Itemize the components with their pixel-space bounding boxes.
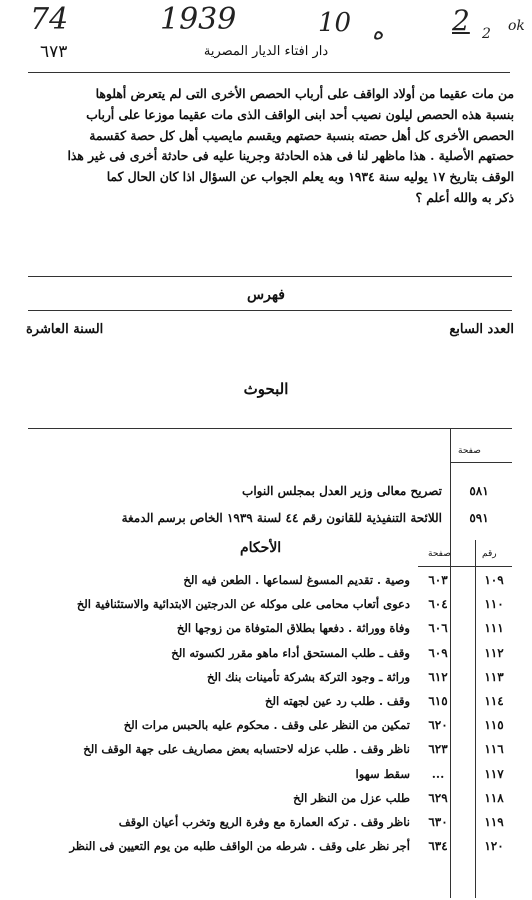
ruling-number: ١١٧ xyxy=(484,767,504,781)
ruling-number: ١٢٠ xyxy=(484,839,504,853)
ruling-entry: أجر نظر على وقف . شرطه من الواقف طلبه من يوم التعيين فى النظر xyxy=(69,839,410,853)
issue-number: العدد السابع xyxy=(449,322,514,337)
handwritten-year: 1939 xyxy=(160,2,237,37)
ruling-entry: سقط سهوا xyxy=(355,767,410,781)
rulings-col-rule xyxy=(418,566,512,567)
paragraph-line: بنسبة هذه الحصص ليلون نصيب أحد ابنى الواقف الذى مات عقيما موزعا على أرباب xyxy=(86,106,514,122)
issue-row xyxy=(26,322,514,346)
paragraph-line: ذكر به والله أعلم ؟ xyxy=(415,189,514,205)
ruling-number: ١١١ xyxy=(484,621,504,635)
ruling-page: ٦٠٣ xyxy=(428,573,448,587)
ruling-number: ١٠٩ xyxy=(484,573,504,587)
handwritten-page-ref: 74 xyxy=(30,2,69,37)
paragraph-line: الوقف بتاريخ ١٧ يوليه سنة ١٩٣٤ وبه يعلم الجواب عن السؤال اذا كان الحال كما xyxy=(106,169,514,185)
ruling-number: ١١٩ xyxy=(484,815,504,829)
research-section-title: البحوث xyxy=(243,380,289,398)
ruling-page: ٦٠٤ xyxy=(428,597,448,611)
paragraph-line: حصتهم الأصلية . هذا ماظهر لنا فى هذه الحادثة وجرينا عليه فى حادثة أخرى فى غير هذا xyxy=(67,148,514,164)
ruling-page: ٦٣٤ xyxy=(428,839,448,853)
research-entry: اللائحة التنفيذية للقانون رقم ٤٤ لسنة ١٩٣٩ الخاص برسم الدمغة xyxy=(121,511,442,525)
running-header xyxy=(0,44,532,68)
rulings-number-col-label: رقم xyxy=(482,549,497,559)
paragraph-line: من مات عقيما من أولاد الواقف على أرباب الحصص الأخرى التى لم يتعرض أهلوها xyxy=(95,86,514,101)
ruling-page: ٦٢٠ xyxy=(428,718,448,732)
handwritten-ok: ok xyxy=(508,18,525,34)
issue-year: السنة العاشرة xyxy=(26,322,104,337)
ruling-number: ١١٤ xyxy=(484,694,504,708)
index-title: فهرس xyxy=(247,287,285,303)
research-page: ٥٨١ xyxy=(469,484,489,498)
index-title-rule xyxy=(28,310,512,311)
index-top-rule xyxy=(28,276,512,277)
header-page-number: ٦٧٣ xyxy=(40,42,68,62)
ruling-page: ٦١٥ xyxy=(428,694,448,708)
ruling-entry: ناظر وقف . تركه العمارة مع وفرة الريع وتخرب أعيان الوقف xyxy=(118,815,410,829)
ruling-entry: وصية . تقديم المسوغ لسماعها . الطعن فيه الخ xyxy=(183,573,410,587)
ruling-page: ٦٢٩ xyxy=(428,791,448,805)
ruling-entry: وقف . طلب رد عين لجهته الخ xyxy=(265,694,410,708)
header-title: دار افتاء الديار المصرية xyxy=(203,44,329,59)
ruling-number: ١١٦ xyxy=(484,742,504,756)
research-table-rule xyxy=(28,428,512,429)
ruling-page: ٦٢٣ xyxy=(428,742,448,756)
ruling-page: ... xyxy=(431,767,445,781)
ruling-entry: دعوى أتعاب محامى على موكله عن الدرجتين الابتدائية والاستئنافية الخ xyxy=(76,597,410,611)
ruling-page: ٦١٢ xyxy=(428,670,448,684)
ruling-number: ١١٠ xyxy=(484,597,504,611)
ruling-number: ١١٨ xyxy=(484,791,504,805)
rulings-page-col-label: صفحة xyxy=(428,549,451,559)
ruling-page: ٦٠٦ xyxy=(428,621,448,635)
ruling-number: ١١٥ xyxy=(484,718,504,732)
ruling-entry: طلب عزل من النظر الخ xyxy=(293,791,410,805)
ruling-page: ٦٠٩ xyxy=(428,646,448,660)
ruling-entry: وراثة ـ وجود التركة بشركة تأمينات بنك الخ xyxy=(206,670,410,684)
ruling-page: ٦٣٠ xyxy=(428,815,448,829)
rulings-section-title: الأحكام xyxy=(240,540,282,556)
handwritten-fraction-bottom: 2 xyxy=(482,26,491,42)
ruling-number: ١١٣ xyxy=(484,670,504,684)
handwritten-mark: ه xyxy=(372,20,384,45)
research-page: ٥٩١ xyxy=(469,511,489,525)
ruling-number: ١١٢ xyxy=(484,646,504,660)
ruling-entry: وفاة ووراثة . دفعها بطلاق المتوفاة من زوجها الخ xyxy=(176,621,410,635)
research-col-rule xyxy=(450,462,512,463)
research-entry: تصريح معالى وزير العدل بمجلس النواب xyxy=(242,484,442,498)
paragraph-line: الحصص الأخرى كل أهل حصته بنسبة حصتهم ويقسم مايصيب أهل كل حصة كقسمة xyxy=(89,127,514,143)
handwritten-fraction-top: 2 xyxy=(452,4,470,37)
ruling-entry: ناظر وقف . طلب عزله لاحتسابه بعض مصاريف على جهة الوقف الخ xyxy=(83,742,410,756)
handwritten-volume: 10 xyxy=(318,8,352,38)
header-rule xyxy=(28,72,510,73)
body-paragraph xyxy=(26,84,514,209)
ruling-entry: وقف ـ طلب المستحق أداء ماهو مقرر لكسوته الخ xyxy=(171,646,410,660)
ruling-entry: تمكين من النظر على وقف . محكوم عليه بالحبس مرات الخ xyxy=(123,718,410,732)
research-page-col-label: صفحة xyxy=(458,446,481,456)
